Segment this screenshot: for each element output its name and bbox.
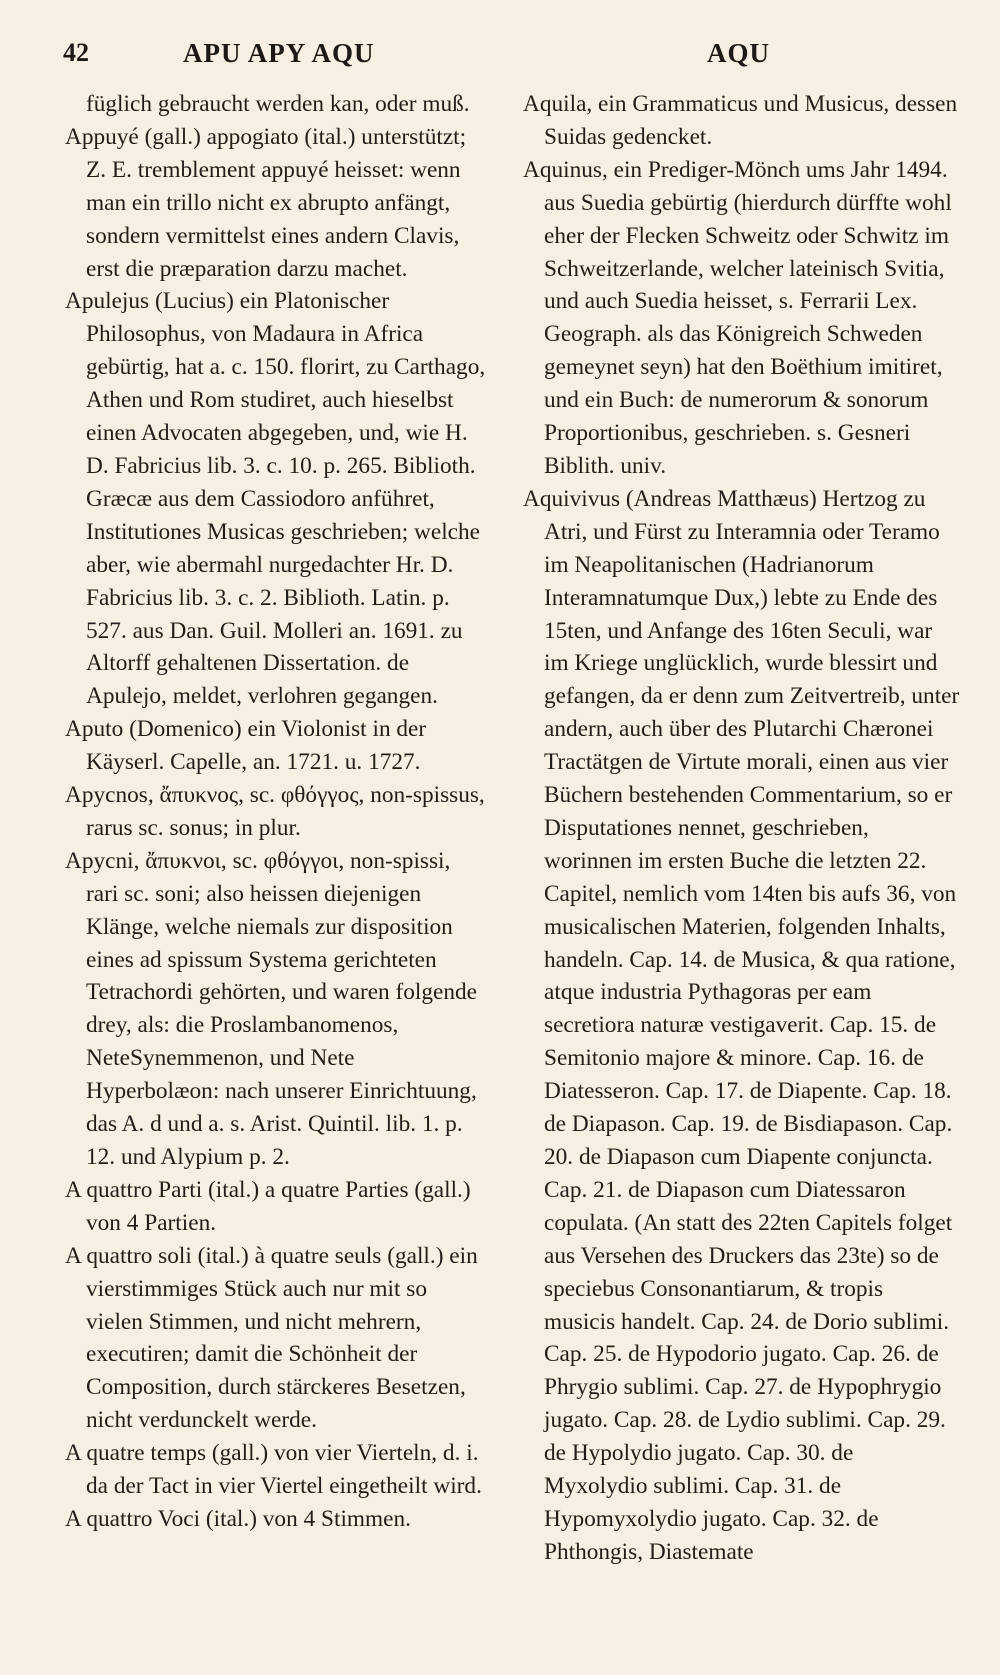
entry-a-quatre-temps: A quatre temps (gall.) von vier Vierteln, d. i. da der Tact in vier Viertel eingetheilt wird.: [65, 1440, 482, 1500]
entry-aputo: Aputo (Domenico) ein Violonist in der Käyserl. Capelle, an. 1721. u. 1727.: [65, 716, 427, 776]
entry-a-quattro-parti: A quattro Parti (ital.) a quatre Parties (gall.) von 4 Partien.: [65, 1176, 471, 1236]
running-header: [55, 30, 940, 80]
entry-continuation: füglich gebraucht werden kan, oder muß.: [86, 91, 470, 117]
entry-apycni: Apycni, ἄπυκνοι, sc. φθόγγοι, non-spissi, rari sc. soni; also heissen diejenigen Klänge, welche niemals zur disposition eines ad spissum Systema gerichteten Tetrachordi gehörten, und waren folgende drey, als: die Proslambanomenos, NeteSynemmenon, und Nete Hyperbolæon: nach unserer Einrichtuung, das A. d und a. s. Arist. Quintil. lib. 1. p. 12. und Alypium p. 2.: [65, 847, 478, 1170]
entry-aquila: Aquila, ein Grammaticus und Musicus, dessen Suidas gedencket.: [523, 91, 958, 150]
entry-appuye: Appuyé (gall.) appogiato (ital.) unterstützt; Z. E. tremblement appuyé heisset: wenn man ein trillo nicht ex abrupto anfängt, sondern vermittelst eines andern Clavis, erst die præparation darzu machet.: [65, 123, 467, 282]
left-running-head: APU APY AQU: [183, 38, 375, 68]
page-number: 42: [63, 38, 89, 67]
entry-aquivivus: Aquivivus (Andreas Matthæus) Hertzog zu Atri, und Fürst zu Interamnia oder Teramo im Neapolitanischen (Hadrianorum Interamnatumque Dux,) lebte zu Ende des 15ten, und Anfange des 16ten Seculi, war im Kriege unglücklich, wurde blessirt und gefangen, da er denn zum Zeitvertreib, unter andern, auch über des Plutarchi Chæronei Tractätgen de Virtute morali, einen aus vier Büchern bestehenden Commentarium, so er Disputationes nennet, geschrieben, worinnen im ersten Buche die letzten 22. Capitel, nemlich vom 14ten bis aufs 36, von musicalischen Materien, folgenden Inhalts, handeln. Cap. 14. de Musica, & qua ratione, atque industria Pythagoras per eam secretiora naturæ vestigaverit. Cap. 15. de Semitonio majore & minore. Cap. 16. de Diatesseron. Cap. 17. de Diapente. Cap. 18. de Diapason. Cap. 19. de Bisdiapason. Cap. 20. de Diapason cum Diapente conjuncta. Cap. 21. de Diapason cum Diatessaron copulata. (An statt des 22ten Capitels folget aus Versehen des Druckers das 23te) so de speciebus Consonantiarum, & tropis musicis handelt. Cap. 24. de Dorio sublimi. Cap. 25. de Hypodorio jugato. Cap. 26. de Phrygio sublimi. Cap. 27. de Hypophrygio jugato. Cap. 28. de Lydio sublimi. Cap. 29. de Hypolydio jugato. Cap. 30. de Myxolydio sublimi. Cap. 31. de Hypomyxolydio jugato. Cap. 32. de Phthongis, Diastemate: [523, 485, 960, 1565]
entry-apulejus: Apulejus (Lucius) ein Platonischer Philosophus, von Madaura in Africa gebürtig, hat a. c. 150. florirt, zu Carthago, Athen und Rom studiret, auch hieselbst einen Advocaten abgegeben, und, wie H. D. Fabricius lib. 3. c. 10. p. 265. Biblioth. Græcæ aus dem Cassiodoro anführet, Institutiones Musicas geschrieben; welche aber, wie abermahl nurgedachter Hr. D. Fabricius lib. 3. c. 2. Biblioth. Latin. p. 527. aus Dan. Guil. Molleri an. 1691. zu Altorff gehaltenen Dissertation. de Apulejo, meldet, verlohren gegangen.: [65, 288, 486, 710]
right-column: [523, 88, 960, 1648]
entry-a-quattro-voci: A quattro Voci (ital.) von 4 Stimmen.: [65, 1505, 411, 1532]
right-running-head: AQU: [707, 38, 770, 68]
entry-a-quattro-soli: A quattro soli (ital.) à quatre seuls (gall.) ein vierstimmiges Stück auch nur mit so vielen Stimmen, und nicht mehrern, executiren; damit die Schönheit der Composition, durch stärckeres Besetzen, nicht verdunckelt werde.: [65, 1242, 478, 1434]
entry-aquinus: Aquinus, ein Prediger-Mönch ums Jahr 1494. aus Suedia gebürtig (hierdurch dürffte wohl eher der Flecken Schweitz oder Schwitz im Schweitzerlande, welcher lateinisch Svitia, und auch Suedia heisset, s. Ferrarii Lex. Geograph. als das Königreich Schweden gemeynet seyn) hat den Boëthium imitiret, und ein Buch: de numerorum & sonorum Proportionibus, geschrieben. s. Gesneri Biblith. univ.: [523, 156, 952, 479]
left-column: [65, 88, 487, 1648]
entry-apycnos: Apycnos, ἄπυκνος, sc. φθόγγος, non-spissus, rarus sc. sonus; in plur.: [65, 782, 485, 841]
